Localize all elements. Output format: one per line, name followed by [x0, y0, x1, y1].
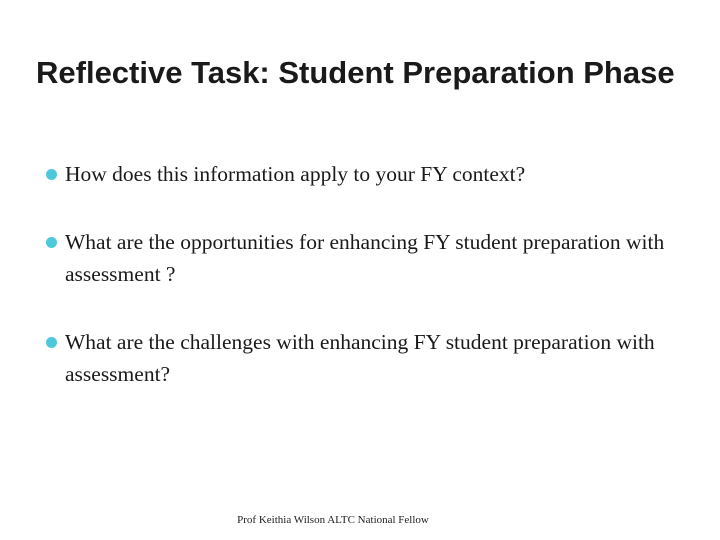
bullet-text: How does this information apply to your FY context? — [65, 162, 526, 186]
slide-title: Reflective Task: Student Preparation Phase — [36, 55, 675, 90]
bullet-dot-icon — [46, 169, 57, 180]
bullet-text: What are the opportunities for enhancing FY student preparation with assessment ? — [65, 230, 665, 286]
bullet-item-challenges — [46, 326, 696, 390]
bullet-dot-icon — [46, 237, 57, 248]
bullet-item-opportunities — [46, 226, 696, 290]
bullet-dot-icon — [46, 337, 57, 348]
slide-footer: Prof Keithia Wilson ALTC National Fellow — [237, 514, 429, 526]
bullet-list — [46, 158, 696, 390]
bullet-text: What are the challenges with enhancing FY student preparation with assessment? — [65, 330, 655, 386]
bullet-item-application — [46, 158, 696, 190]
